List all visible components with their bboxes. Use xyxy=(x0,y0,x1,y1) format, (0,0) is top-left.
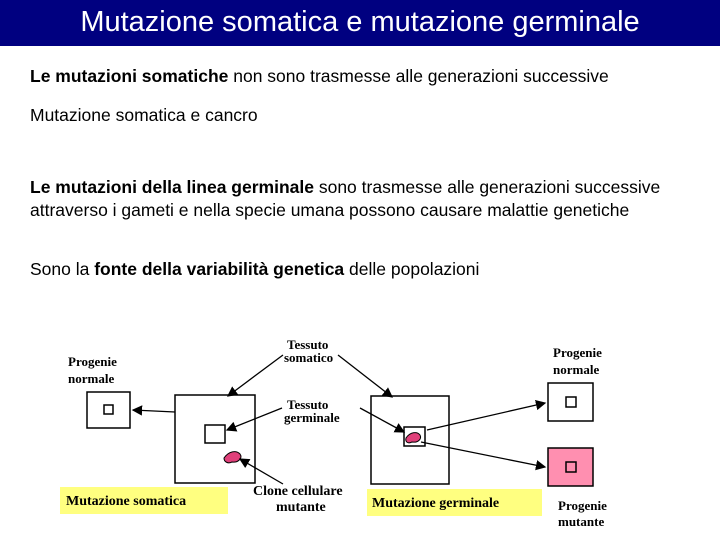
label-tessuto-somatico-1: Tessuto xyxy=(287,337,329,352)
paragraph-variability-rest: delle popolazioni xyxy=(344,259,480,279)
label-tessuto-somatico-2: somatico xyxy=(284,350,334,365)
paragraph-germinal-rest: sono trasmesse alle generazioni successive attraverso i gameti e nella specie umana possono causare malattie genetiche xyxy=(30,177,661,220)
somatic-germ-cell xyxy=(205,425,225,443)
label-tessuto-germinale-2: germinale xyxy=(284,410,340,425)
paragraph-cancer-text: Mutazione somatica e cancro xyxy=(30,105,258,125)
paragraph-variability-bold: fonte della variabilità genetica xyxy=(94,259,345,279)
label-mutazione-somatica: Mutazione somatica xyxy=(66,494,187,509)
label-progenie-mutante-1: Progenie xyxy=(558,498,607,513)
label-progenie-normale-right-1: Progenie xyxy=(553,345,602,360)
paragraph-somatic-bold: Le mutazioni somatiche xyxy=(30,66,229,86)
label-clone-2: mutante xyxy=(276,500,326,515)
slide-title: Mutazione somatica e mutazione germinale xyxy=(80,6,640,38)
paragraph-somatic-rest: non sono trasmesse alle generazioni successive xyxy=(228,66,609,86)
arrow-somatic-to-right xyxy=(338,355,392,397)
arrow-left-tissue-to-progeny xyxy=(133,410,175,412)
label-progenie-normale-left-1: Progenie xyxy=(68,354,117,369)
paragraph-germinal-bold: Le mutazioni della linea germinale xyxy=(30,177,314,197)
label-tessuto-germinale-1: Tessuto xyxy=(287,397,329,412)
progeny-mutant-cell xyxy=(566,462,576,472)
paragraph-variability-pre: Sono la xyxy=(30,259,95,279)
arrow-somatic-to-left xyxy=(228,355,283,396)
label-progenie-normale-right-2: normale xyxy=(553,362,600,377)
label-progenie-mutante-2: mutante xyxy=(558,514,605,529)
label-progenie-normale-left-2: normale xyxy=(68,371,115,386)
label-mutazione-germinale: Mutazione germinale xyxy=(372,496,500,511)
progeny-normal-left-cell xyxy=(104,405,113,414)
label-clone-1: Clone cellulare xyxy=(253,484,343,499)
progeny-normal-right-cell xyxy=(566,397,576,407)
